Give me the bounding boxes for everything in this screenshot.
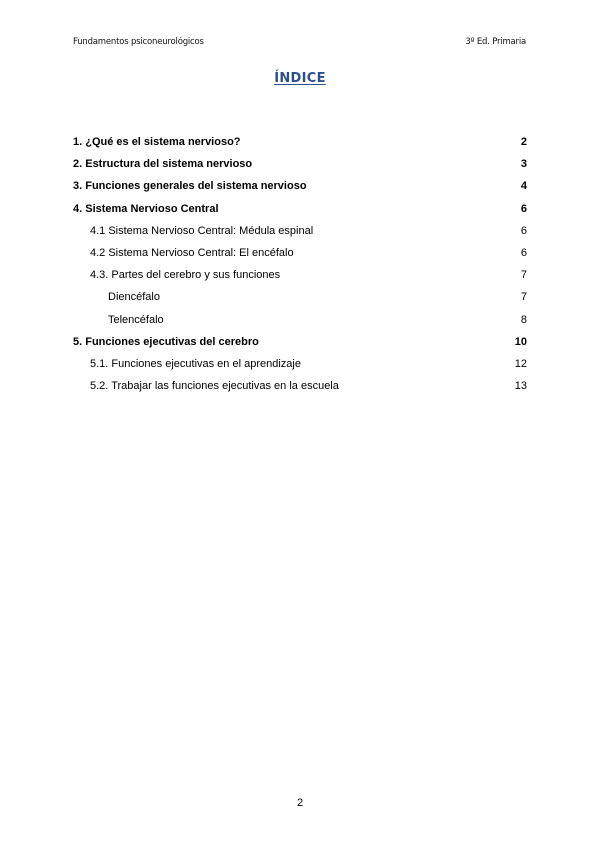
- toc-entry-page: 2: [520, 136, 527, 148]
- toc-entry-label: 4.3. Partes del cerebro y sus funciones: [90, 269, 281, 282]
- toc-entry-label: 1. ¿Qué es el sistema nervioso?: [73, 136, 241, 148]
- toc-entry[interactable]: [73, 223, 527, 245]
- toc-entry-label: 5.2. Trabajar las funciones ejecutivas en la escuela: [90, 380, 339, 393]
- toc-entry[interactable]: [73, 378, 527, 400]
- toc-entry-page: 6: [520, 202, 527, 215]
- toc-entry[interactable]: [73, 178, 527, 200]
- toc-entry-label: 4.1 Sistema Nervioso Central: Médula espinal: [90, 224, 314, 237]
- toc-entry[interactable]: [73, 334, 527, 356]
- toc-entry-label: 2. Estructura del sistema nervioso: [73, 158, 253, 171]
- toc-entry-label: 3. Funciones generales del sistema nervioso: [73, 180, 307, 193]
- page-title: [0, 71, 600, 86]
- header-right-text: 3º Ed. Primaria: [465, 37, 526, 47]
- toc-entry-label: 5.1. Funciones ejecutivas en el aprendizaje: [90, 357, 301, 370]
- toc-entry[interactable]: [73, 201, 527, 223]
- toc-entry[interactable]: [73, 267, 527, 289]
- toc-entry-page: 6: [520, 224, 527, 237]
- toc-entry-label: 4. Sistema Nervioso Central: [73, 202, 219, 215]
- toc-entry-label: 4.2 Sistema Nervioso Central: El encéfalo: [90, 246, 294, 259]
- toc-entry-page: 3: [520, 158, 527, 171]
- toc-entry-label: Telencéfalo: [108, 313, 164, 326]
- page-number: 2: [296, 797, 304, 809]
- toc-entry-label: Diencéfalo: [108, 291, 160, 304]
- toc-entry-page: 8: [520, 313, 527, 326]
- toc-entry-label: 5. Funciones ejecutivas del cerebro: [73, 335, 259, 348]
- toc-entry-page: 6: [520, 246, 527, 259]
- title-text: ÍNDICE: [274, 71, 326, 86]
- toc-entry[interactable]: [73, 356, 527, 378]
- toc-entry[interactable]: [73, 156, 527, 178]
- toc-entry[interactable]: [73, 312, 527, 334]
- toc-entry-page: 12: [514, 357, 527, 370]
- toc-entry-page: 13: [514, 380, 527, 393]
- table-of-contents: [73, 134, 527, 400]
- toc-entry[interactable]: [73, 134, 527, 156]
- toc-entry-page: 7: [520, 291, 527, 304]
- toc-entry-page: 4: [520, 180, 527, 193]
- toc-entry-page: 7: [520, 269, 527, 282]
- toc-entry-page: 10: [514, 335, 527, 348]
- toc-entry[interactable]: [73, 289, 527, 311]
- toc-entry[interactable]: [73, 245, 527, 267]
- header-left-text: Fundamentos psiconeurológicos: [73, 37, 204, 47]
